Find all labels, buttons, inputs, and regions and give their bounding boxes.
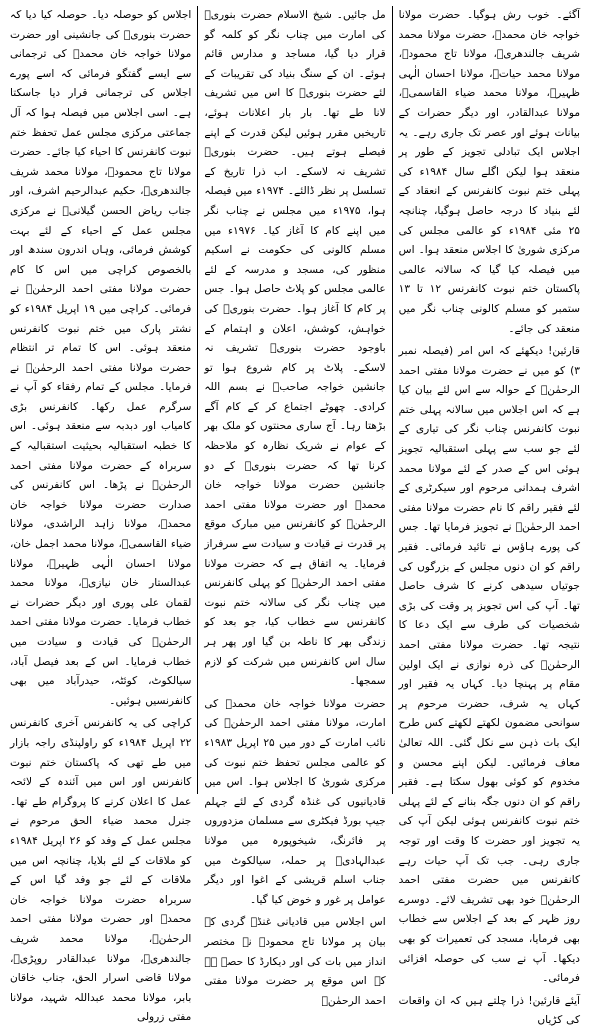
text-column-middle	[197, 6, 391, 1007]
text-column-right	[392, 6, 586, 1027]
paragraph: آیئے قارئین! ذرا چلتے ہیں کہ ان واقعات کی کڑیاں	[398, 994, 580, 1027]
paragraph: مل جائیں۔ شیخ الاسلام حضرت بنوریؒ کی امارت میں چناب نگر کو کلمہ گو قرار دیا گیا، مساجد و مدارس قائم ہوئے۔ ان کے سنگ بنیاد کی تقریبات کے لئے حضرت بنوریؒ کا اس میں تشریف لانا طے تھا۔ بار بار اعلانات ہوئے، تاریخیں مقرر ہوئیں لیکن قدرت کے اپنے فیصلے ہوتے ہیں۔ حضرت بنوریؒ تشریف نہ لاسکے۔ اب ذرا تاریخ کے تسلسل پر نظر ڈالئے۔ ۱۹۷۴ء میں فیصلہ ہوا، ۱۹۷۵ء میں مجلس نے چناب نگر میں اپنے کام کا آغاز کیا۔ ۱۹۷۶ء میں مسلم کالونی کی حکومت نے اسکیم منظور کی، مسجد و مدرسہ کے لئے عالمی مجلس کو پلاٹ حاصل ہوا۔ جس پر کام کا آغاز ہوا۔ حضرت بنوریؒ کی خواہش، کوشش، اعلان و اہتمام کے باوجود حضرت بنوریؒ تشریف نہ لاسکے۔ پلاٹ پر کام شروع ہوا تو جانشین خواجہ صاحبؒ نے بسم اللہ کرادی۔ چھوٹے اجتماع کر کے کام آگے بڑھتا رہا۔ آج ساری محنتوں کو ملک بھر کے عوام نے شریک نظارہ کو ملاحظہ کرنا تھا کہ حضرت بنوریؒ کے دو جانشین حضرت مولانا خواجہ خان محمدؒ اور حضرت مولانا مفتی احمد الرحمٰنؒ کو کانفرنس میں مبارک موقع پر قدرت نے قیادت و سیادت سے سرفراز فرمایا۔ یہ اتفاق ہے کہ حضرت مولانا مفتی احمد الرحمٰنؒ کو پہلی کانفرنس میں چناب نگر کی سالانہ ختم نبوت کانفرنس سے خطاب کیا، جو بعد کو زندگی بھر کا ناطہ بن گیا اور پھر ہر سال اس کانفرنس میں شرکت کو لازم سمجھا۔	[204, 9, 386, 688]
paragraph: آگئے۔ خوب رش ہوگیا۔ حضرت مولانا خواجہ خان محمدؒ، حضرت مولانا محمد شریف جالندھریؒ، مولانا تاج محمودؒ، مولانا محمد حیاتؒ، مولانا احسان الٰہی ظہیرؒ، مولانا محمد ضیاء القاسمیؒ، مولانا عبدالقادر، اور دیگر حضرات کے بیانات ہوئے اور عصر تک جاری رہے۔ یہ اجلاس ایک تبادلی تجویز کے طور پر منعقد ہوا لیکن اگلے سال ۱۹۸۴ء کی پہلی ختم نبوت کانفرنس کے انعقاد کے لئے بنیاد کا درجہ حاصل ہوگیا، چنانچہ ۲۵ مئی ۱۹۸۴ء کو عالمی مجلس کی مرکزی شوریٰ کا اجلاس منعقد ہوا۔ اس میں فیصلہ کیا گیا کہ سالانہ عالمی پاکستان ختم نبوت کانفرنس ۱۲ تا ۱۳ ستمبر کو مسلم کالونی چناب نگر میں منعقد کی جائے۔	[398, 9, 580, 335]
paragraph: اس اجلاس میں قادیانی غنڈہ گردی کے بیان پر مولانا تاج محمودؒ نے مختصر انداز میں بات کی اور دیکارڈ کا حصہ ہے کہ اس موقع پر حضرت مولانا مفتی احمد الرحمٰنؒ	[204, 916, 386, 1007]
paragraph: حضرت مولانا خواجہ خان محمدؒ کی امارت، مولانا مفتی احمد الرحمٰنؒ کی نائب امارت کے دور میں ۲۵ اپریل ۱۹۸۳ء کو عالمی مجلس تحفظ ختم نبوت کی مرکزی شوریٰ کا اجلاس ہوا۔ اس میں قادیانیوں کی غنڈہ گردی کے لئے جہلم جیپ بورڈ فیکٹری سے مسلمان مزدوروں پر فائرنگ، شیخوپورہ میں مولانا عبدالہادیؒ پر حملہ، سیالکوٹ میں جناب اسلم قریشی کے اغوا اور دیگر عوامل پر غور و خوض کیا گیا۔	[204, 697, 386, 906]
paragraph: کراچی کی یہ کانفرنس آخری کانفرنس ۲۲ اپریل ۱۹۸۴ء کو راولپنڈی راجہ بازار میں طے تھی کہ پاکستان ختم نبوت کانفرنس اور اس میں آئندہ کے لائحہ عمل کا اعلان کرنے کا پروگرام طے تھا۔ جنرل محمد ضیاء الحق مرحوم نے مجلس عمل کے وفد کو ۲۶ اپریل ۱۹۸۴ء کو ملاقات کے لئے بلایا، چنانچہ اس میں ملاقات کے لئے جو وفد گیا اس کے سربراہ حضرت مولانا خواجہ خان محمدؒ اور حضرت مولانا مفتی احمد الرحمٰنؒ، مولانا محمد شریف جالندھریؒ، مولانا عبدالقادر روپڑیؒ، مولانا قاضی اسرار الحق، جناب خاقان بابر، مولانا محمد عبداللہ شہید، مولانا مفتی زرولی	[10, 717, 192, 1024]
paragraph: اجلاس کو حوصلہ دیا۔ حوصلہ کیا دیا کہ حضرت بنوریؒ کی جانشینی اور حضرت مولانا خواجہ خان محمدؒ کی ترجمانی سے ایسے گفتگو فرمائی کہ اسے پورے اجلاس کی ترجمانی قرار دیا جاسکتا ہے۔ اسی اجلاس میں فیصلہ ہوا کہ آل جماعتی مرکزی مجلس عمل تحفظ ختم نبوت کانفرنس کا احیاء کیا جائے۔ حضرت مولانا تاج محمودؒ، مولانا محمد شریف جالندھریؒ، حکیم عبدالرحیم اشرف، اور جناب ریاض الحسن گیلانیؒ نے مرکزی مجلس عمل کے احیاء کے لئے بہت کوشش فرمائی، وہاں اندرون سندھ اور بالخصوص کراچی میں اس کا کام حضرت مولانا مفتی احمد الرحمٰنؒ نے فرمائی۔ کراچی میں ۱۹ اپریل ۱۹۸۴ء کو نشتر پارک میں ختم نبوت کانفرنس منعقد ہوئی۔ اس کا تمام تر انتظام حضرت مولانا مفتی احمد الرحمٰنؒ نے فرمایا۔ مجلس کے تمام رفقاء کو آپ نے سرگرم عمل رکھا۔ کانفرنس بڑی کامیاب اور دبدبہ سے منعقد ہوئی۔ اس کا خطبہ استقبالیہ بحیثیت استقبالیہ کے سربراہ کے حضرت مولانا مفتی احمد الرحمٰنؒ نے پڑھا۔ اس کانفرنس کی صدارت حضرت مولانا خواجہ خان محمدؒ، مولانا زاہد الراشدی، مولانا ضیاء القاسمیؒ، مولانا محمد اجمل خان، مولانا احسان الٰہی ظہیرؒ، مولانا عبدالستار خان نیازیؒ، مولانا محمد لقمان علی پوری اور دیگر حضرات نے خطاب فرمایا۔ حضرت مولانا مفتی احمد الرحمٰنؒ کی قیادت و سیادت میں خطاب فرمایا۔ اس کے بعد فیصل آباد، سیالکوٹ، کوئٹہ، حیدرآباد میں بھی کانفرنسیں ہوئیں۔	[10, 9, 192, 707]
text-column-left	[4, 6, 197, 1024]
paragraph: قارئین! دیکھئے کہ اس امر (فیصلہ نمبر ۳) کو میں نے حضرت مولانا مفتی احمد الرحمٰنؒ کے حوالہ سے اس لئے بیان کیا ہے کہ اس اجلاس میں سالانہ پہلی ختم نبوت کانفرنس چناب نگر کی تیاری کے لئے جو سب سے پہلی استقبالیہ تجویز ہوئی اس کے صدر کے لئے مولانا محمد اشرف ہمدانی مرحوم اور سیکرٹری کے لئے فقیر راقم کا نام حضرت مولانا مفتی احمد الرحمٰنؒ نے تجویز فرمایا تھا۔ جس کی پورے ہاؤس نے تائید فرمائی۔ فقیر راقم کو ان دنوں مجلس کے بزرگوں کی جوتیاں سیدھی کرنے کا شرف حاصل تھا۔ آپ کی اس تجویز پر وقت کی بڑی شخصیات کی طرف سے ایک دعا کا نتیجہ تھا۔ حضرت مولانا مفتی احمد الرحمٰنؒ کی ذرہ نوازی نے ایک اولین مقام پر پہنچا دیا۔ کہاں یہ فقیر اور کہاں یہ شرف، حضرت مرحوم پر سوانحی مضمون لکھتے لکھتے کس طرح ایک بات ذہن سے نکل گئی۔ اللہ تعالیٰ معاف فرمائیں۔ لیکن اپنے محسن و مخدوم کو کوئی بھول سکتا ہے۔ فقیر راقم کو ان دنوں جگہ بنانے کے لئے پہلی ختم نبوت کانفرنس ہوئی لیکن آپ کی یہ تجویز اور حضرت کا وقت اور توجہ جاری رہی۔ جب تک آپ حیات رہے کانفرنس میں حضرت مفتی احمد الرحمٰنؒ خود بھی تشریف لائے۔ دوسرے روز ظہر کے بعد کے اجلاس سے خطاب بھی فرمایا، مسجد کی تعمیرات کو بھی دیکھا۔ آپ نے سب کی حوصلہ افزائی فرمائی۔	[398, 345, 580, 985]
